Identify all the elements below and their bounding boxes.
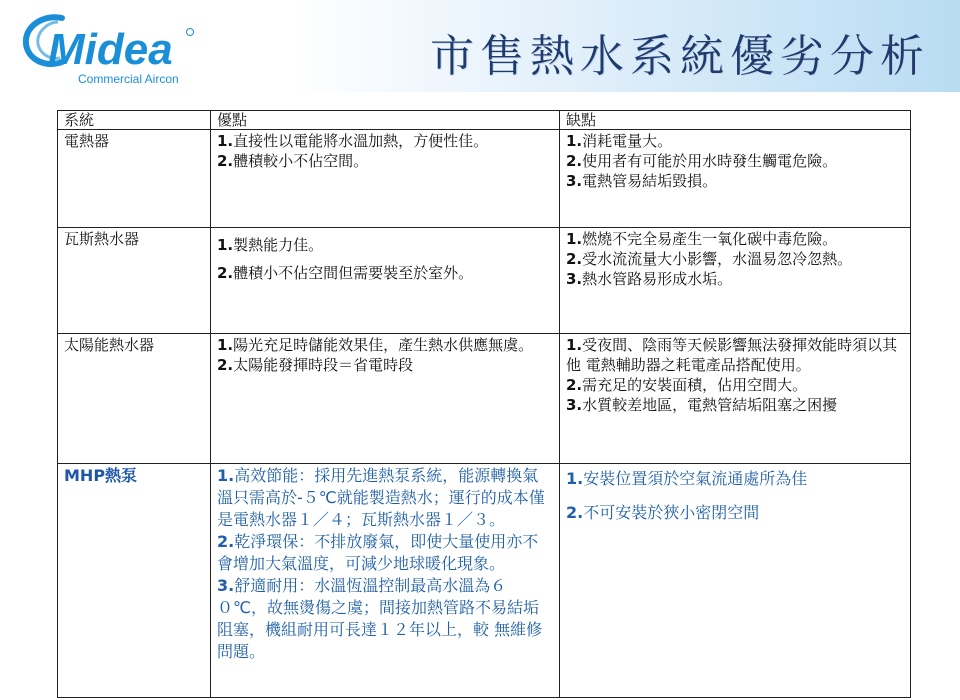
system-name: 瓦斯熱水器 <box>58 228 211 334</box>
pros-item: 2.乾淨環保：不排放廢氣，即使大量使用亦不會增加大氣溫度，可減少地球暖化現象。 <box>217 532 539 573</box>
cons-item: 1.安裝位置須於空氣流通處所為佳 <box>566 469 808 488</box>
comparison-table <box>57 110 911 698</box>
cons-item: 1.受夜間、陰雨等天候影響無法發揮效能時須以其他 電熱輔助器之耗電產品搭配使用。 <box>566 336 898 374</box>
cons-item: 1.消耗電量大。 <box>566 132 673 150</box>
midea-logo-mark <box>18 10 198 72</box>
midea-logo <box>18 10 198 90</box>
header-system: 系統 <box>58 111 211 130</box>
header-pros: 優點 <box>211 111 560 130</box>
system-name: 太陽能熱水器 <box>58 334 211 464</box>
pros-item: 1.直接性以電能將水溫加熱，方便性佳。 <box>217 132 489 150</box>
cons-item: 3.電熱管易結垢毀損。 <box>566 172 718 190</box>
header-cons: 缺點 <box>560 111 911 130</box>
cons-item: 3.熱水管路易形成水垢。 <box>566 270 733 288</box>
pros-item: 2.體積較小不佔空間。 <box>217 152 369 170</box>
cons-item: 1.燃燒不完全易產生一氧化碳中毒危險。 <box>566 230 838 248</box>
system-name: 電熱器 <box>58 130 211 228</box>
table-row-gas-heater <box>58 228 911 334</box>
cons-cell <box>560 228 911 334</box>
svg-text:Midea: Midea <box>48 25 173 72</box>
cons-cell <box>560 334 911 464</box>
pros-cell <box>211 334 560 464</box>
pros-item: 1.製熱能力佳。 <box>217 236 324 254</box>
cons-cell <box>560 464 911 698</box>
pros-item: 1.高效節能：採用先進熱泵系統，能源轉換氣溫只需高於-５℃就能製造熱水；運行的成本僅是電熱水器１／４；瓦斯熱水器１／３。 <box>217 466 545 529</box>
cons-item: 2.使用者有可能於用水時發生觸電危險。 <box>566 152 838 170</box>
table-row-electric-heater <box>58 130 911 228</box>
pros-item: 1.陽光充足時儲能效果佳，產生熱水供應無虞。 <box>217 336 534 354</box>
pros-item: 2.體積小不佔空間但需要裝至於室外。 <box>217 264 474 282</box>
cons-item: 2.受水流流量大小影響，水溫易忽冷忽熱。 <box>566 250 853 268</box>
page-title: 市售熱水系統優劣分析 <box>430 31 930 82</box>
pros-item: 2.太陽能發揮時段＝省電時段 <box>217 356 414 374</box>
pros-item: 3.舒適耐用：水溫恆溫控制最高水溫為６０℃，故無燙傷之虞；間接加熱管路不易結垢阻塞，機組耐用可長達１２年以上，較 無維修問題。 <box>217 576 543 661</box>
header-banner <box>0 0 960 92</box>
table-row-mhp-heat-pump <box>58 464 911 698</box>
table-row-solar-heater <box>58 334 911 464</box>
system-name: MHP熱泵 <box>58 464 211 698</box>
pros-cell <box>211 130 560 228</box>
pros-cell <box>211 464 560 698</box>
cons-cell <box>560 130 911 228</box>
cons-item: 3.水質較差地區，電熱管結垢阻塞之困擾 <box>566 396 838 414</box>
cons-item: 2.不可安裝於狹小密閉空間 <box>566 503 760 522</box>
pros-cell <box>211 228 560 334</box>
cons-item: 2.需充足的安裝面積，佔用空間大。 <box>566 376 808 394</box>
logo-subtitle: Commercial Aircon <box>78 72 179 86</box>
table-header-row <box>58 111 911 130</box>
